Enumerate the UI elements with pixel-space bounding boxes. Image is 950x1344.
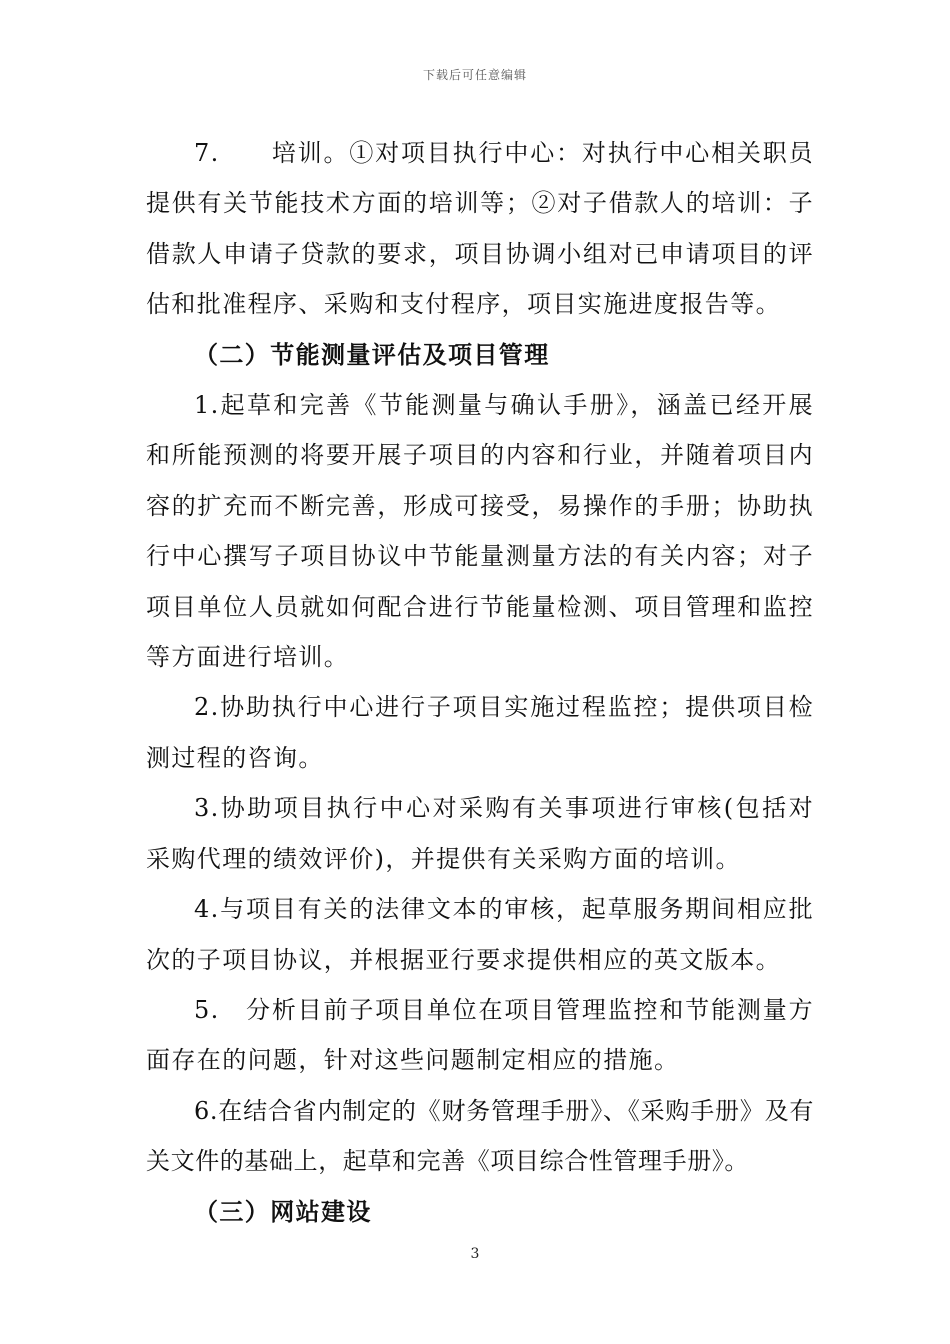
paragraph-item-4: 4.与项目有关的法律文本的审核，起草服务期间相应批次的子项目协议，并根据亚行要求提供相应的英文版本。: [146, 895, 814, 974]
paragraph-item-3: 3.协助项目执行中心对采购有关事项进行审核(包括对采购代理的绩效评价)，并提供有关采购方面的培训。: [146, 794, 814, 873]
section-heading-3: （三）网站建设: [194, 1196, 372, 1226]
page-header: 下载后可任意编辑: [422, 68, 527, 82]
document-body: [146, 128, 814, 1237]
paragraph-training: 7. 培训。①对项目执行中心：对执行中心相关职员提供有关节能技术方面的培训等；②对子借款人的培训：子借款人申请子贷款的要求，项目协调小组对已申请项目的评估和批准程序、采购和支付程序，项目实施进度报告等。: [146, 139, 814, 319]
section-heading-2: （二）节能测量评估及项目管理: [194, 339, 550, 369]
page-number: 3: [470, 1246, 480, 1262]
paragraph-item-6: 6.在结合省内制定的《财务管理手册》、《采购手册》及有关文件的基础上，起草和完善《项目综合性管理手册》。: [146, 1096, 814, 1176]
paragraph-item-2: 2.协助执行中心进行子项目实施过程监控；提供项目检测过程的咨询。: [146, 693, 814, 772]
paragraph-item-1: 1.起草和完善《节能测量与确认手册》，涵盖已经开展和所能预测的将要开展子项目的内容和行业，并随着项目内容的扩充而不断完善，形成可接受，易操作的手册；协助执行中心撰写子项目协议中节能量测量方法的有关内容；对子项目单位人员就如何配合进行节能量检测、项目管理和监控等方面进行培训。: [146, 391, 814, 672]
paragraph-item-5: 5. 分析目前子项目单位在项目管理监控和节能测量方面存在的问题，针对这些问题制定相应的措施。: [146, 995, 814, 1075]
